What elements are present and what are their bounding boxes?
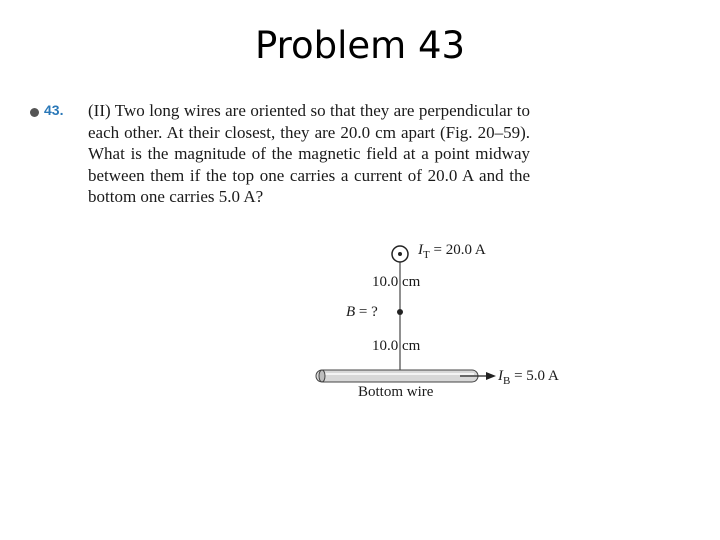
bottom-current-label: $I_B = 5.0$ A — [498, 368, 559, 387]
slide-title: Problem 43 — [254, 24, 466, 67]
upper-distance-label: 10.0 cm — [372, 274, 421, 290]
problem-text: (II) Two long wires are oriented so that they are perpendicular to each other. At their closest, they are 20.0 cm apart (Fig. 20–59). What is the magnitude of the magnetic field at a point midway between them if the top one carries a current of 20.0 A and the bottom one carries 5.0 A? — [88, 101, 530, 206]
midpoint-dot — [397, 309, 403, 315]
field-label: B = ? — [346, 304, 378, 320]
bottom-wire-label: Bottom wire — [358, 384, 434, 400]
lower-distance-label: 10.0 cm — [372, 338, 421, 354]
figure-20-59 — [300, 236, 600, 406]
bullet-icon — [30, 108, 39, 117]
top-wire-dot — [398, 252, 402, 256]
problem-number: 43. — [44, 102, 64, 118]
bottom-wire — [316, 370, 478, 382]
top-current-label: $I_T = 20.0$ A — [418, 242, 486, 261]
arrow-head-icon — [486, 372, 496, 380]
